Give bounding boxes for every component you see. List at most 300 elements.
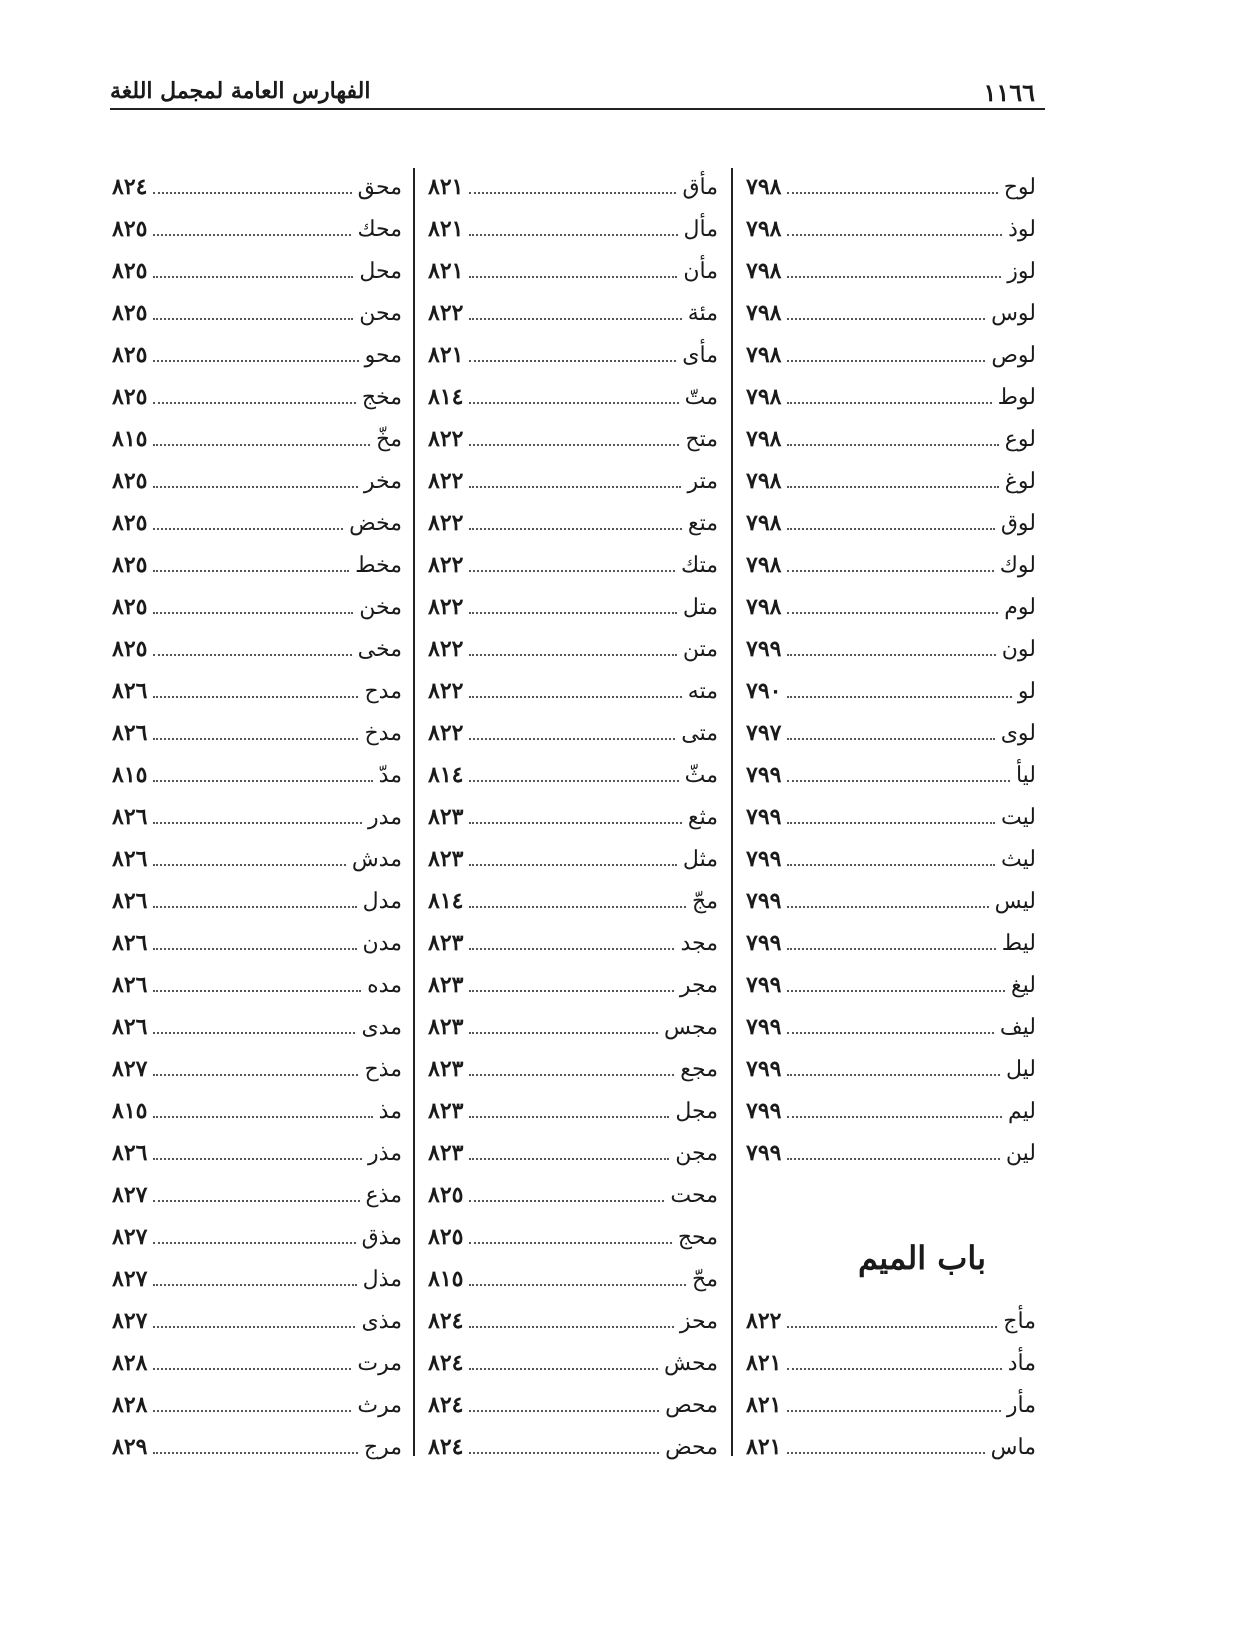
index-entry: [428, 754, 718, 796]
dot-leader: [469, 1284, 686, 1286]
entry-page-ref: ٨٢٢: [746, 1308, 782, 1334]
entry-term: متّ: [684, 384, 718, 410]
index-entry: [746, 754, 1036, 796]
dot-leader: [469, 1452, 659, 1454]
index-entry: [428, 712, 718, 754]
dot-leader: [787, 1032, 993, 1034]
entry-term: لوع: [1004, 426, 1036, 452]
dot-leader: [153, 1326, 355, 1328]
entry-term: مأد: [1007, 1350, 1036, 1376]
entry-page-ref: ٨٢٢: [428, 720, 464, 746]
index-entry: [112, 880, 402, 922]
dot-leader: [469, 1074, 674, 1076]
entry-page-ref: ٨٢٤: [112, 174, 148, 200]
dot-leader: [469, 612, 676, 614]
entry-page-ref: ٧٩٩: [746, 930, 782, 956]
index-entry: [428, 796, 718, 838]
entry-term: متى: [681, 720, 718, 746]
index-entry: [428, 670, 718, 712]
entry-term: مخض: [349, 510, 402, 536]
dot-leader: [469, 906, 686, 908]
dot-leader: [469, 402, 678, 404]
index-entry: [112, 838, 402, 880]
index-entry: [746, 334, 1036, 376]
index-entry: [112, 250, 402, 292]
dot-leader: [153, 948, 356, 950]
entry-page-ref: ٧٩٩: [746, 1140, 782, 1166]
entry-term: محت: [670, 1182, 718, 1208]
index-entry: [428, 1258, 718, 1300]
index-entry: [428, 334, 718, 376]
index-entry: [746, 460, 1036, 502]
dot-leader: [469, 276, 677, 278]
dot-leader: [153, 276, 353, 278]
entry-page-ref: ٧٩٩: [746, 1056, 782, 1082]
index-column-2: [428, 166, 718, 1468]
page-header: [110, 74, 1045, 110]
dot-leader: [469, 822, 681, 824]
entry-term: ليت: [1001, 804, 1036, 830]
entry-term: متع: [687, 510, 718, 536]
entry-page-ref: ٨٢٢: [428, 468, 464, 494]
index-entry: [746, 712, 1036, 754]
dot-leader: [787, 612, 998, 614]
entry-term: مأى: [682, 342, 718, 368]
index-entry: [112, 964, 402, 1006]
dot-leader: [469, 696, 681, 698]
index-entry: [746, 208, 1036, 250]
dot-leader: [469, 234, 677, 236]
index-entry: [746, 418, 1036, 460]
index-entry: [746, 670, 1036, 712]
index-entry: [428, 376, 718, 418]
entry-page-ref: ٨٢٦: [112, 1014, 148, 1040]
dot-leader: [469, 1326, 673, 1328]
entry-page-ref: ٨٢٧: [112, 1266, 148, 1292]
entry-page-ref: ٨٢٤: [428, 1308, 464, 1334]
entry-term: مذح: [364, 1056, 402, 1082]
entry-term: محق: [357, 174, 402, 200]
dot-leader: [787, 1074, 1000, 1076]
entry-page-ref: ٧٩٩: [746, 846, 782, 872]
index-entry: [746, 628, 1036, 670]
entry-term: مده: [367, 972, 402, 998]
entry-page-ref: ٨٢٨: [112, 1392, 148, 1418]
section-entries: [746, 1300, 1036, 1468]
dot-leader: [469, 486, 681, 488]
index-entry: [428, 250, 718, 292]
index-entry: [112, 1426, 402, 1468]
dot-leader: [153, 1452, 357, 1454]
entry-page-ref: ٧٩٨: [746, 594, 782, 620]
entry-page-ref: ٨٢٣: [428, 1098, 464, 1124]
entry-term: لوص: [991, 342, 1036, 368]
entry-term: مته: [687, 678, 718, 704]
index-entry: [746, 1342, 1036, 1384]
index-entry: [112, 376, 402, 418]
entry-page-ref: ٨٢٧: [112, 1056, 148, 1082]
dot-leader: [469, 360, 676, 362]
entry-term: مجّ: [692, 888, 718, 914]
index-entry: [428, 586, 718, 628]
dot-leader: [469, 864, 676, 866]
index-entry: [428, 208, 718, 250]
entry-term: لوز: [1007, 258, 1036, 284]
index-entry: [112, 418, 402, 460]
dot-leader: [787, 906, 988, 908]
dot-leader: [153, 1410, 351, 1412]
entry-term: متل: [682, 594, 718, 620]
index-entry: [428, 1006, 718, 1048]
dot-leader: [787, 654, 995, 656]
page-number: ١١٦٦: [983, 78, 1035, 107]
entry-page-ref: ٨٢٥: [112, 594, 148, 620]
entry-term: مأر: [1006, 1392, 1036, 1418]
entry-term: محج: [677, 1224, 718, 1250]
dot-leader: [153, 318, 353, 320]
entry-page-ref: ٨١٥: [112, 762, 148, 788]
entry-term: متن: [682, 636, 718, 662]
index-entry: [746, 292, 1036, 334]
dot-leader: [469, 1368, 658, 1370]
entry-page-ref: ٨٢٨: [112, 1350, 148, 1376]
dot-leader: [153, 1074, 358, 1076]
index-entry: [112, 1384, 402, 1426]
index-entry: [746, 166, 1036, 208]
entry-term: ليل: [1005, 1056, 1036, 1082]
dot-leader: [469, 444, 679, 446]
index-entry: [746, 586, 1036, 628]
entry-page-ref: ٨٢٥: [112, 258, 148, 284]
entry-term: لو: [1017, 678, 1036, 704]
dot-leader: [153, 1284, 356, 1286]
index-entry: [428, 1048, 718, 1090]
entry-term: مثّ: [684, 762, 718, 788]
entry-page-ref: ٧٩٨: [746, 552, 782, 578]
index-entry: [746, 376, 1036, 418]
index-entry: [428, 1216, 718, 1258]
dot-leader: [153, 1032, 355, 1034]
entry-term: ماس: [990, 1434, 1036, 1460]
dot-leader: [153, 360, 358, 362]
dot-leader: [787, 1410, 1000, 1412]
index-entry: [112, 334, 402, 376]
entry-term: محز: [679, 1308, 718, 1334]
entry-page-ref: ٨٢٥: [428, 1182, 464, 1208]
dot-leader: [153, 1158, 362, 1160]
entry-page-ref: ٨٢٣: [428, 846, 464, 872]
dot-leader: [469, 738, 675, 740]
dot-leader: [469, 318, 681, 320]
entry-term: مخط: [355, 552, 402, 578]
entry-term: مخّ: [376, 426, 402, 452]
index-entry: [746, 1300, 1036, 1342]
entry-term: محش: [663, 1350, 718, 1376]
dot-leader: [787, 990, 1004, 992]
entry-page-ref: ٨٢٤: [428, 1350, 464, 1376]
entry-page-ref: ٧٩٩: [746, 972, 782, 998]
dot-leader: [153, 1368, 351, 1370]
dot-leader: [469, 780, 678, 782]
entry-page-ref: ٧٩٨: [746, 384, 782, 410]
entry-page-ref: ٨٢٣: [428, 1056, 464, 1082]
entry-page-ref: ٨٢٥: [112, 342, 148, 368]
entry-page-ref: ٨٢١: [746, 1350, 782, 1376]
dot-leader: [153, 738, 358, 740]
entry-page-ref: ٧٩٩: [746, 636, 782, 662]
entry-term: لوك: [999, 552, 1036, 578]
entry-term: لين: [1005, 1140, 1036, 1166]
entry-page-ref: ٧٩٨: [746, 468, 782, 494]
entry-term: محص: [665, 1392, 718, 1418]
entry-term: ليط: [1001, 930, 1036, 956]
entry-page-ref: ٨٢٤: [428, 1434, 464, 1460]
entry-term: مذق: [361, 1224, 402, 1250]
entry-term: لون: [1001, 636, 1036, 662]
entry-page-ref: ٨٢٦: [112, 846, 148, 872]
entry-page-ref: ٨٢٩: [112, 1434, 148, 1460]
index-entry: [428, 460, 718, 502]
entry-term: مدن: [362, 930, 402, 956]
dot-leader: [469, 654, 676, 656]
dot-leader: [153, 402, 355, 404]
entry-term: لوق: [1000, 510, 1036, 536]
entry-page-ref: ٨٢٥: [428, 1224, 464, 1250]
dot-leader: [469, 192, 676, 194]
index-entry: [428, 838, 718, 880]
entry-page-ref: ٧٩٩: [746, 1098, 782, 1124]
entry-page-ref: ٧٩٨: [746, 300, 782, 326]
entry-page-ref: ٧٩٩: [746, 888, 782, 914]
entry-term: مذر: [368, 1140, 402, 1166]
dot-leader: [787, 1452, 984, 1454]
entry-page-ref: ٨٢٦: [112, 678, 148, 704]
entry-term: ليم: [1008, 1098, 1036, 1124]
entry-page-ref: ٨٢٢: [428, 300, 464, 326]
entry-term: مخج: [361, 384, 402, 410]
dot-leader: [153, 1200, 359, 1202]
dot-leader: [787, 276, 1001, 278]
entry-term: متر: [687, 468, 718, 494]
dot-leader: [787, 1368, 1001, 1370]
entry-term: لوم: [1004, 594, 1036, 620]
entry-page-ref: ٨٢٣: [428, 804, 464, 830]
entry-term: لوح: [1003, 174, 1036, 200]
dot-leader: [787, 234, 1002, 236]
entry-page-ref: ٨٢٧: [112, 1224, 148, 1250]
dot-leader: [469, 1410, 659, 1412]
index-entry: [112, 1258, 402, 1300]
entry-term: مئة: [687, 300, 718, 326]
entry-page-ref: ٨٢٥: [112, 216, 148, 242]
entry-page-ref: ٨٢١: [428, 342, 464, 368]
entry-page-ref: ٨٢٧: [112, 1308, 148, 1334]
entry-term: لوط: [997, 384, 1036, 410]
entry-term: مخى: [357, 636, 402, 662]
entry-page-ref: ٧٩٨: [746, 342, 782, 368]
entry-page-ref: ٨٢٧: [112, 1182, 148, 1208]
index-entry: [112, 1006, 402, 1048]
entry-page-ref: ٨١٥: [112, 426, 148, 452]
index-entry: [746, 1048, 1036, 1090]
entry-term: متح: [685, 426, 718, 452]
entry-term: محّ: [692, 1266, 718, 1292]
index-entry: [428, 292, 718, 334]
dot-leader: [153, 486, 357, 488]
dot-leader: [153, 696, 358, 698]
entry-term: مجن: [675, 1140, 718, 1166]
index-entry: [746, 880, 1036, 922]
entry-page-ref: ٨٢٤: [428, 1392, 464, 1418]
index-entry: [112, 796, 402, 838]
dot-leader: [153, 234, 351, 236]
entry-term: مرث: [357, 1392, 402, 1418]
entry-page-ref: ٨١٤: [428, 762, 464, 788]
index-entry: [428, 502, 718, 544]
entry-term: مخر: [363, 468, 402, 494]
index-entry: [746, 1132, 1036, 1174]
dot-leader: [469, 1158, 669, 1160]
index-entry: [428, 922, 718, 964]
entry-page-ref: ٨٢٣: [428, 1140, 464, 1166]
running-title: الفهارس العامة لمجمل اللغة: [110, 78, 371, 104]
entry-page-ref: ٨٢٣: [428, 1014, 464, 1040]
entry-term: ليث: [1001, 846, 1036, 872]
index-entry: [428, 1090, 718, 1132]
entry-page-ref: ٧٩٨: [746, 426, 782, 452]
entry-page-ref: ٨٢٢: [428, 678, 464, 704]
dot-leader: [153, 612, 353, 614]
entry-page-ref: ٨٢١: [428, 258, 464, 284]
index-entry: [112, 712, 402, 754]
entry-page-ref: ٧٩٨: [746, 174, 782, 200]
entry-page-ref: ٨٢١: [746, 1392, 782, 1418]
index-entry: [428, 1384, 718, 1426]
dot-leader: [787, 738, 994, 740]
entry-term: مدح: [364, 678, 402, 704]
entry-page-ref: ٨٢٢: [428, 510, 464, 536]
entry-page-ref: ٨٢٢: [428, 552, 464, 578]
index-entry: [428, 1174, 718, 1216]
dot-leader: [153, 906, 356, 908]
entry-page-ref: ٨٢٥: [112, 300, 148, 326]
entry-term: مدّ: [378, 762, 402, 788]
entry-page-ref: ٨٢٣: [428, 930, 464, 956]
column-divider: [731, 168, 733, 1456]
entry-page-ref: ٨٢٦: [112, 804, 148, 830]
column-spacer: [746, 1174, 1036, 1216]
column-2-entries: [428, 166, 718, 1468]
entry-page-ref: ٨٢٥: [112, 384, 148, 410]
column-1-entries: [746, 166, 1036, 1174]
entry-term: لوغ: [1004, 468, 1036, 494]
entry-term: ليأ: [1015, 762, 1036, 788]
dot-leader: [787, 822, 995, 824]
dot-leader: [787, 318, 985, 320]
entry-page-ref: ٧٩٨: [746, 258, 782, 284]
entry-term: مجر: [679, 972, 718, 998]
entry-term: مجس: [663, 1014, 718, 1040]
dot-leader: [787, 528, 994, 530]
entry-page-ref: ٧٩٩: [746, 1014, 782, 1040]
index-entry: [746, 502, 1036, 544]
dot-leader: [787, 192, 997, 194]
entry-page-ref: ٨٢٣: [428, 972, 464, 998]
index-entry: [746, 1006, 1036, 1048]
entry-page-ref: ٨٢٦: [112, 972, 148, 998]
index-entry: [112, 1300, 402, 1342]
index-entry: [112, 670, 402, 712]
entry-page-ref: ٨١٤: [428, 888, 464, 914]
index-entry: [428, 418, 718, 460]
dot-leader: [153, 570, 349, 572]
dot-leader: [787, 864, 995, 866]
index-entry: [428, 1132, 718, 1174]
entry-term: مأل: [683, 216, 718, 242]
entry-term: مخن: [359, 594, 402, 620]
entry-term: مذع: [365, 1182, 402, 1208]
dot-leader: [153, 192, 351, 194]
entry-page-ref: ٨٢٦: [112, 1140, 148, 1166]
entry-term: مرج: [363, 1434, 402, 1460]
entry-term: مرت: [357, 1350, 402, 1376]
index-entry: [112, 1216, 402, 1258]
dot-leader: [469, 948, 674, 950]
dot-leader: [787, 948, 995, 950]
entry-page-ref: ٨٢٢: [428, 636, 464, 662]
dot-leader: [469, 1116, 669, 1118]
index-entry: [746, 1384, 1036, 1426]
index-entry: [746, 922, 1036, 964]
index-column-3: [112, 166, 402, 1468]
entry-page-ref: ٨١٤: [428, 384, 464, 410]
index-entry: [112, 922, 402, 964]
entry-term: مدخ: [364, 720, 402, 746]
entry-page-ref: ٨٢٥: [112, 510, 148, 536]
index-entry: [746, 1090, 1036, 1132]
entry-term: محل: [359, 258, 402, 284]
entry-page-ref: ٨٢٢: [428, 594, 464, 620]
index-entry: [428, 166, 718, 208]
entry-term: لوى: [1000, 720, 1036, 746]
column-3-entries: [112, 166, 402, 1468]
dot-leader: [153, 444, 370, 446]
index-entry: [746, 1426, 1036, 1468]
index-entry: [112, 166, 402, 208]
entry-page-ref: ٧٩٩: [746, 762, 782, 788]
index-entry: [746, 250, 1036, 292]
dot-leader: [153, 1242, 355, 1244]
entry-term: لوس: [991, 300, 1036, 326]
index-entry: [428, 1342, 718, 1384]
dot-leader: [469, 570, 675, 572]
column-divider: [413, 168, 415, 1456]
index-entry: [112, 1342, 402, 1384]
entry-page-ref: ٨٢٦: [112, 720, 148, 746]
entry-term: مدش: [351, 846, 402, 872]
entry-page-ref: ٧٩٩: [746, 804, 782, 830]
dot-leader: [787, 1326, 997, 1328]
index-entry: [428, 964, 718, 1006]
entry-term: مدى: [361, 1014, 402, 1040]
entry-page-ref: ٨٢٦: [112, 888, 148, 914]
index-entry: [112, 292, 402, 334]
entry-term: مجل: [675, 1098, 718, 1124]
dot-leader: [153, 822, 362, 824]
index-entry: [428, 544, 718, 586]
dot-leader: [787, 402, 991, 404]
entry-term: محك: [357, 216, 402, 242]
